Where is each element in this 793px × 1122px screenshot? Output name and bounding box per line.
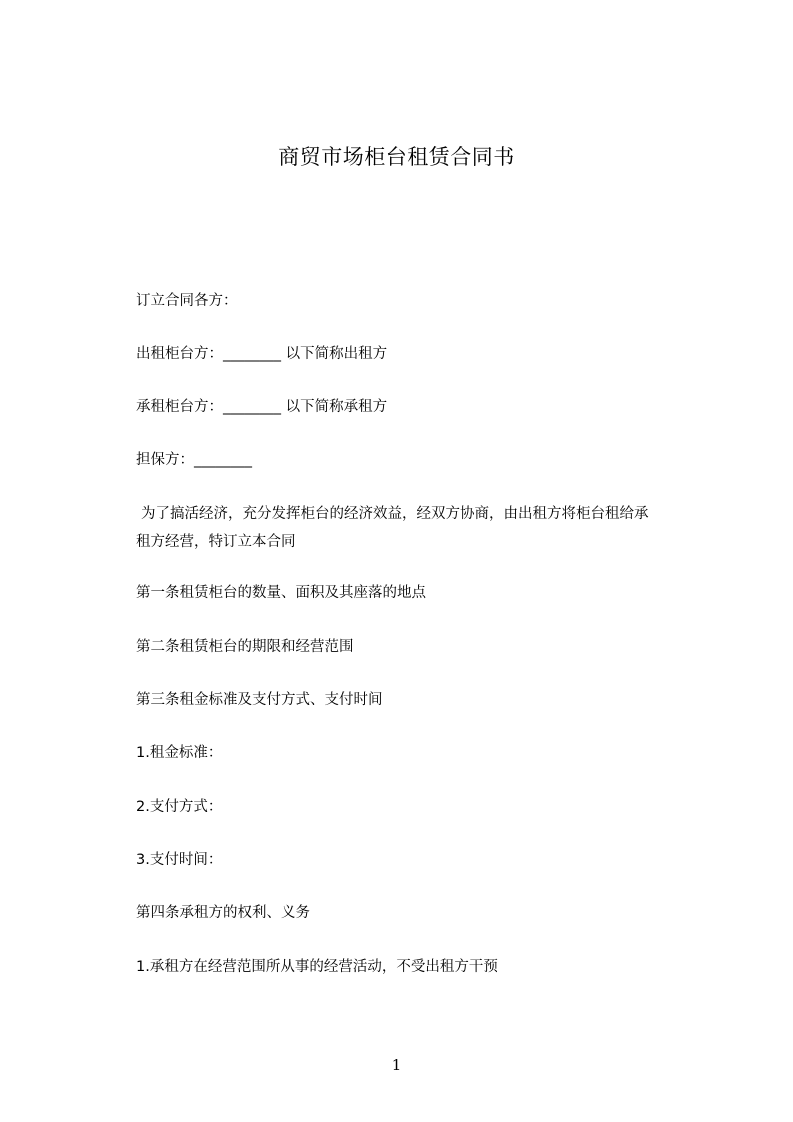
- clause-3-item-2: 2.支付方式：: [136, 799, 223, 815]
- lessee-line: 承租柜台方：________ 以下简称承租方: [136, 399, 388, 415]
- page-number: 1: [391, 1056, 402, 1074]
- intro-paragraph-line-2: 租方经营，特订立本合同: [136, 534, 296, 550]
- guarantor-line: 担保方：________: [136, 452, 252, 468]
- clause-4-item-1: 1.承租方在经营范围所从事的经营活动，不受出租方干预: [136, 959, 498, 975]
- parties-heading: 订立合同各方：: [136, 293, 238, 309]
- intro-paragraph: [136, 500, 696, 556]
- clause-3-item-3: 3.支付时间：: [136, 852, 223, 868]
- intro-paragraph-line-1: 为了搞活经济，充分发挥柜台的经济效益，经双方协商，由出租方将柜台租给承: [141, 506, 649, 522]
- clause-3-heading: 第三条租金标准及支付方式、支付时间: [136, 692, 383, 708]
- clause-1-heading: 第一条租赁柜台的数量、面积及其座落的地点: [136, 585, 426, 601]
- lessor-line: 出租柜台方：________ 以下简称出租方: [136, 346, 388, 362]
- clause-2-heading: 第二条租赁柜台的期限和经营范围: [136, 639, 354, 655]
- clause-3-item-1: 1.租金标准：: [136, 745, 223, 761]
- document-title: 商贸市场柜台租赁合同书: [278, 145, 515, 169]
- clause-4-heading: 第四条承租方的权利、义务: [136, 905, 310, 921]
